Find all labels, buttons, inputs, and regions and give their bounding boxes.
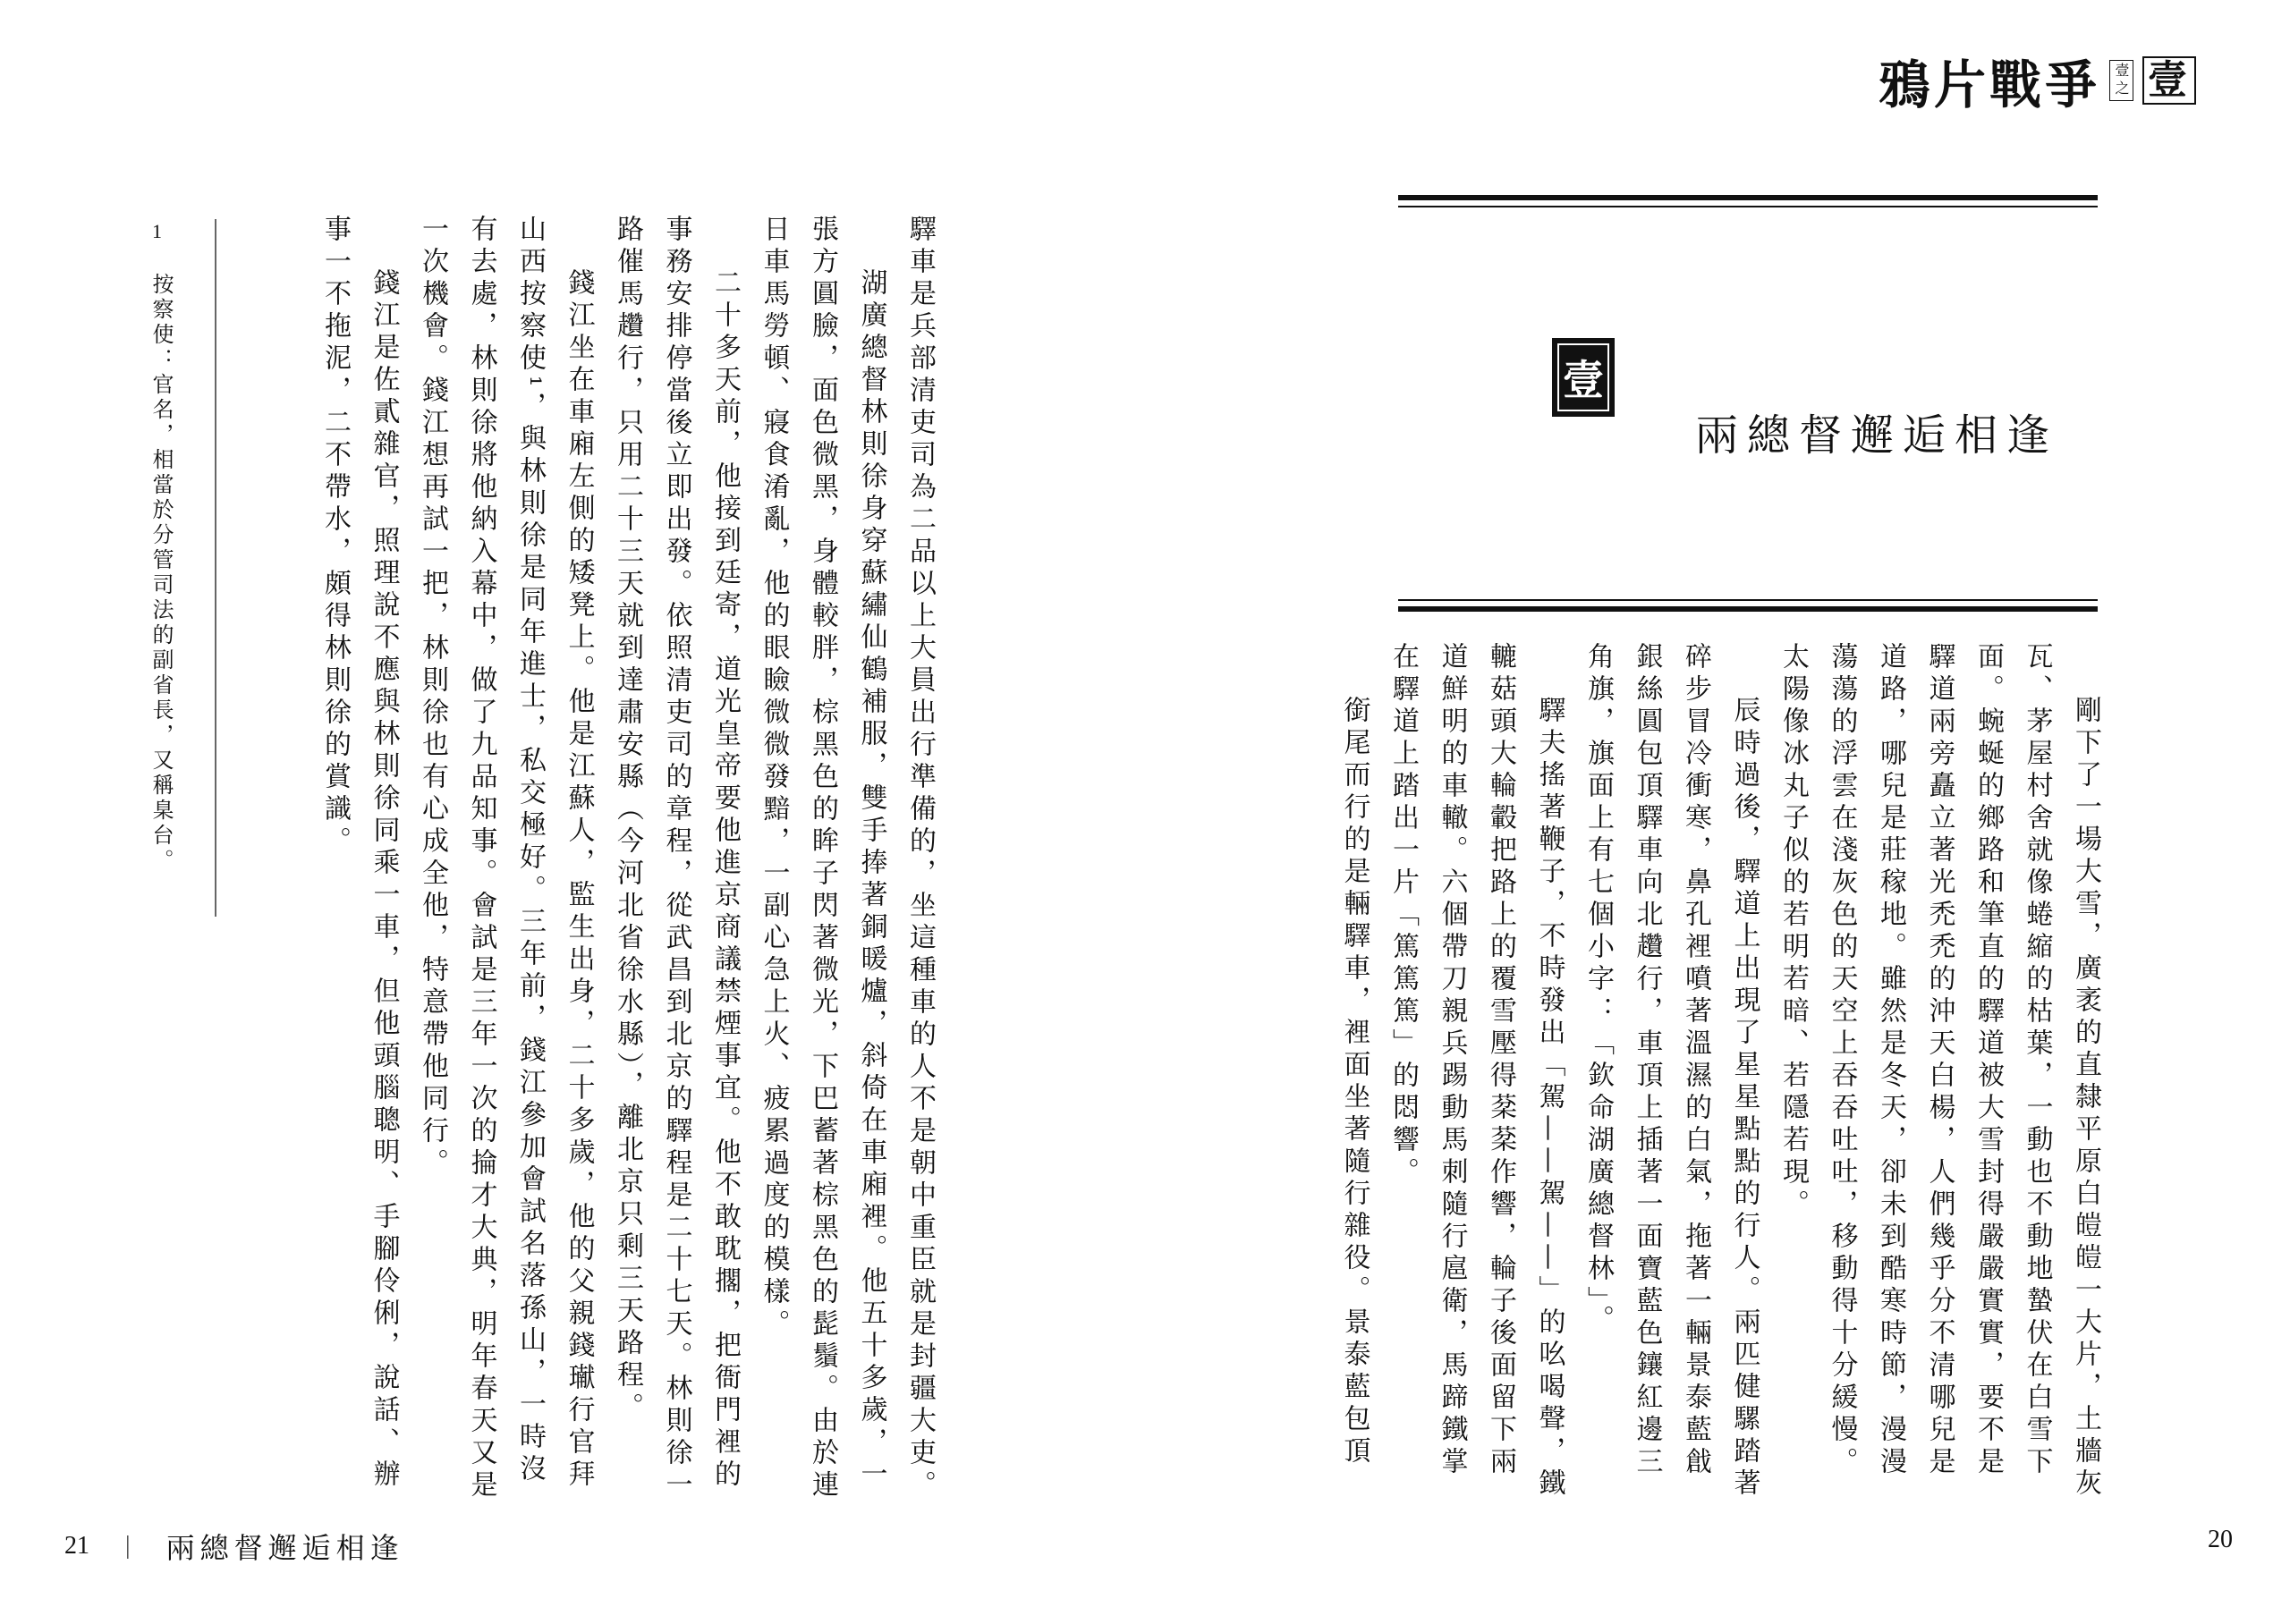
left-page-body [309,215,944,1502]
chapter-title: 兩總督邂逅相逢 [1695,410,2059,461]
left-footer [64,1526,404,1567]
left-paragraph: 錢江是佐貳雜官，照理說不應與林則徐同乘一車，但他頭腦聰明、手腳伶俐，說話、辦事一不拖泥，二不帶水，頗得林則徐的賞識。 [319,215,400,1492]
footer-separator: | [125,1532,131,1560]
right-paragraph: 剛下了一場大雪，廣袤的直隸平原白皚皚一大片，土牆灰瓦、茅屋村舍就像蜷縮的枯葉，一動也不動地蟄伏在白雪下面。蜿蜒的鄉路和筆直的驛道被大雪封得嚴嚴實實，要不是驛道兩旁矗立著光禿禿的沖天白楊，人們幾乎分不清哪兒是道路，哪兒是莊稼地。雖然是冬天，卻未到酷寒時節，漫漫蕩蕩的浮雲在淺灰色的天空上吞吞吐吐，移動得十分緩慢。太陽像冰丸子似的若明若暗、若隱若現。 [1777,642,2101,1501]
right-page-body [1338,642,2109,1510]
right-paragraph: 辰時過後，驛道上出現了星星點點的行人。兩匹健騾踏著碎步冒冷衝寒，鼻孔裡噴著溫濕的白氣，拖著一輛景泰藍戧銀絲圓包頂驛車向北趲行，車頂上插著一面寶藍色鑲紅邊三角旗，旗面上有七個小字：「欽命湖廣總督林」。 [1582,642,1760,1501]
running-header [1879,43,2196,118]
page-number-left: 21 [64,1532,89,1560]
left-paragraph: 湖廣總督林則徐身穿蘇繡仙鶴補服，雙手捧著銅暖爐，斜倚在車廂裡。他五十多歲，一張方圓臉，面色微黑，身體較胖，棕黑色的眸子閃著微光，下巴蓄著棕黑色的髭鬚。由於連日車馬勞頓、寢食淆亂，他的眼瞼微微發黯，一副心急上火、疲累過度的模樣。 [758,215,887,1502]
chapter-rule-bottom [1398,599,2098,612]
page-number-right: 20 [2208,1526,2233,1553]
right-paragraph: 驛夫搖著鞭子，不時發出「駕——駕——」的吆喝聲，鐵轆菇頭大輪轂把路上的覆雪壓得棻棻作響，輪子後面留下兩道鮮明的車轍。六個帶刀親兵踢動馬刺隨行扈衛，馬蹄鐵掌在驛道上踏出一片「篤篤篤」的悶響。 [1387,642,1565,1501]
volume-label: 壹之 [2109,60,2133,101]
footnote-divider [215,219,216,917]
right-paragraph: 銜尾而行的是輛驛車，裡面坐著隨行雜役。景泰藍包頂 [1338,696,1370,1468]
chapter-rule-top [1398,195,2098,207]
book-title: 鴉片戰爭 [1879,55,2101,115]
volume-number: 壹 [2142,56,2196,105]
footnote-text: 按察使：官名，相當於分管司法的副省長，又稱臬台。 [148,273,174,874]
chapter-seal: 壹 [1552,338,1615,417]
left-paragraph: 驛車是兵部清吏司為二品以上大員出行準備的，坐這種車的人不是朝中重臣就是封疆大吏。 [904,215,936,1502]
footer-chapter-title: 兩總督邂逅相逢 [165,1532,404,1564]
left-paragraph: 二十多天前，他接到廷寄，道光皇帝要他進京商議禁煙事宜。他不敢耽擱，把衙門裡的事務安排停當後立即出發。依照清吏司的章程，從武昌到北京的驛程是二十七天。林則徐一路催馬趲行，只用二十三天就到達肅安縣（今河北省徐水縣），離北京只剩三天路程。 [612,215,741,1502]
left-paragraph: 錢江坐在車廂左側的矮凳上。他是江蘇人，監生出身，二十多歲，他的父親錢𤩽行官拜山西按察使¹，與林則徐是同年進士，私交極好。三年前，錢江參加會試名落孫山，一時沒有去處，林則徐將他納入幕中，做了九品知事。會試是三年一次的掄才大典，明年春天又是一次機會。錢江想再試一把，林則徐也有心成全他，特意帶他同行。 [417,215,595,1502]
footnote-number: 1 [152,220,162,242]
right-page [1145,0,2290,1624]
